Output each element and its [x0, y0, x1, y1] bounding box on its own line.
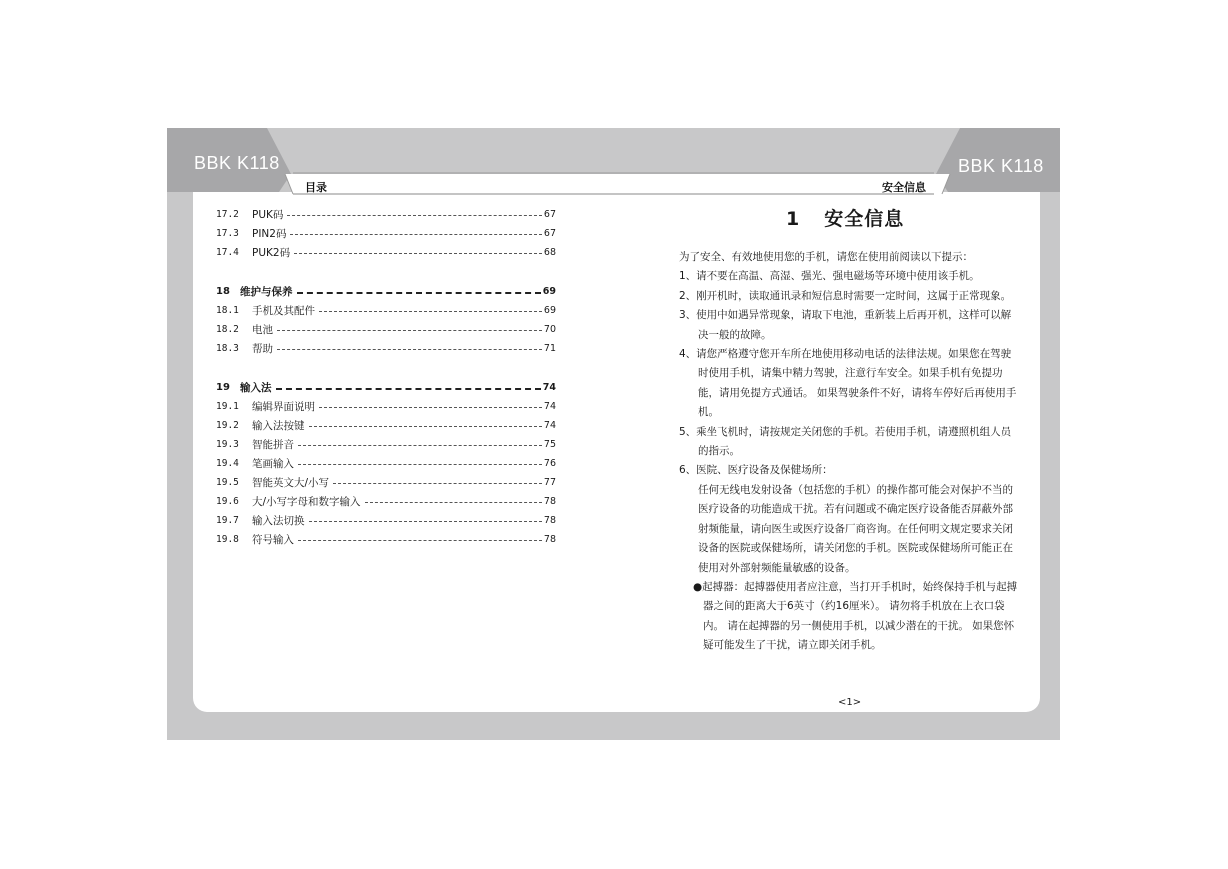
toc-row [216, 511, 556, 530]
toc-page: 68 [543, 247, 556, 258]
toc-leader [309, 426, 542, 427]
toc-leader [294, 253, 542, 254]
toc-row [216, 397, 556, 416]
brand-left: BBK K118 [194, 153, 280, 173]
list-item: 1、请不要在高温、高湿、强光、强电磁场等环境中使用该手机。 [679, 270, 980, 283]
toc-number: 18.1 [216, 305, 239, 316]
toc-title: 大/小写字母和数字输入 [252, 496, 361, 508]
page-number: <1> [838, 697, 862, 708]
toc-title: 输入法切换 [252, 515, 305, 527]
toc-chapter-row [216, 378, 556, 397]
item6-body: 任何无线电发射设备（包括您的手机）的操作都可能会对保护不当的医疗设备的功能造成干扰。若有问题或不确定医疗设备能否屏蔽外部射频能量，请向医生或医疗设备厂商咨询。在任何明文规定要求关闭设备的医院或保健场所，请关闭您的手机。医院或保健场所可能正在使用对外部射频能量敏感的设备。 [698, 483, 1013, 574]
toc-title: 手机及其配件 [252, 305, 315, 317]
toc-leader [298, 464, 542, 465]
toc-row [216, 492, 556, 511]
toc-gap [216, 262, 556, 282]
toc-leader [298, 540, 542, 541]
chapter-number: 1 [786, 208, 801, 230]
toc-row [216, 224, 556, 243]
toc-title: 编辑界面说明 [252, 401, 315, 413]
toc-number: 19.3 [216, 439, 239, 450]
toc-leader [297, 292, 541, 294]
toc-row [216, 454, 556, 473]
toc-page: 67 [543, 228, 556, 239]
toc-leader [309, 521, 542, 522]
section-label-left: 目录 [305, 181, 327, 194]
toc-page: 74 [543, 420, 556, 431]
toc-page: 78 [543, 496, 556, 507]
toc-row [216, 435, 556, 454]
toc-row [216, 339, 556, 358]
header-decoration [167, 128, 1060, 208]
toc-title: 笔画输入 [252, 458, 294, 470]
toc-title: 帮助 [252, 343, 273, 355]
chapter-title-text: 安全信息 [824, 208, 905, 230]
toc-page: 78 [543, 515, 556, 526]
header-strip [285, 174, 950, 194]
toc-page: 69 [542, 286, 556, 297]
toc-page: 69 [543, 305, 556, 316]
toc-leader [319, 311, 542, 312]
toc-row [216, 473, 556, 492]
toc-leader [276, 388, 541, 390]
toc-number: 19 [216, 382, 230, 393]
toc-leader [333, 483, 542, 484]
toc-leader [319, 407, 542, 408]
toc-number: 19.4 [216, 458, 239, 469]
section-label-right: 安全信息 [882, 181, 926, 194]
toc-number: 18.2 [216, 324, 239, 335]
toc-number: 19.7 [216, 515, 239, 526]
toc-title: 维护与保养 [240, 286, 293, 298]
intro-text: 为了安全、有效地使用您的手机，请您在使用前阅读以下提示： [679, 251, 973, 263]
toc-number: 17.3 [216, 228, 239, 239]
toc-page: 74 [542, 382, 556, 393]
safety-content [679, 248, 1019, 656]
table-of-contents [216, 205, 556, 549]
toc-title: 智能拼音 [252, 439, 294, 451]
toc-number: 17.2 [216, 209, 239, 220]
toc-page: 67 [543, 209, 556, 220]
toc-number: 18 [216, 286, 230, 297]
toc-row [216, 416, 556, 435]
toc-number: 19.1 [216, 401, 239, 412]
toc-number: 19.6 [216, 496, 239, 507]
toc-title: 输入法按键 [252, 420, 305, 432]
toc-row [216, 301, 556, 320]
toc-leader [290, 234, 541, 235]
toc-title: 输入法 [240, 382, 272, 394]
list-item: 4、请您严格遵守您开车所在地使用移动电话的法律法规。如果您在驾驶时使用手机，请集中精力驾驶，注意行车安全。如果手机有免提功能，请用免提方式通话。 如果驾驶条件不好，请将车停好后再使用手机。 [679, 348, 1017, 419]
pacemaker-note: ●起搏器：起搏器使用者应注意，当打开手机时，始终保持手机与起搏器之间的距离大于6英寸（约16厘米）。 请勿将手机放在上衣口袋内。 请在起搏器的另一侧使用手机，以减少潜在的干扰。 如果您怀疑可能发生了干扰，请立即关闭手机。 [693, 580, 1018, 652]
toc-page: 78 [543, 534, 556, 545]
toc-title: PIN2码 [252, 228, 287, 240]
toc-leader [365, 502, 542, 503]
toc-page: 76 [543, 458, 556, 469]
toc-number: 18.3 [216, 343, 239, 354]
toc-page: 77 [543, 477, 556, 488]
toc-row [216, 530, 556, 549]
toc-title: 智能英文大/小写 [252, 477, 330, 489]
toc-row [216, 320, 556, 339]
toc-page: 71 [543, 343, 556, 354]
toc-title: 电池 [252, 324, 273, 336]
toc-gap [216, 358, 556, 378]
toc-page: 70 [543, 324, 556, 335]
toc-row [216, 205, 556, 224]
toc-number: 17.4 [216, 247, 239, 258]
toc-number: 19.8 [216, 534, 239, 545]
chapter-title [786, 204, 904, 231]
list-item: 5、乘坐飞机时，请按规定关闭您的手机。若使用手机，请遵照机组人员的指示。 [679, 425, 1012, 458]
list-item: 6、医院、医疗设备及保健场所： [679, 464, 833, 477]
toc-number: 19.2 [216, 420, 239, 431]
toc-page: 74 [543, 401, 556, 412]
toc-number: 19.5 [216, 477, 239, 488]
list-item: 2、刚开机时，读取通讯录和短信息时需要一定时间，这属于正常现象。 [679, 289, 1012, 302]
toc-title: 符号输入 [252, 534, 294, 546]
toc-row [216, 243, 556, 262]
toc-leader [287, 215, 542, 216]
toc-page: 75 [543, 439, 556, 450]
toc-leader [277, 349, 542, 350]
toc-leader [298, 445, 542, 446]
toc-leader [277, 330, 542, 331]
toc-title: PUK2码 [252, 247, 291, 259]
toc-chapter-row [216, 282, 556, 301]
list-item: 3、使用中如遇异常现象，请取下电池，重新装上后再开机，这样可以解决一般的故障。 [679, 309, 1012, 341]
brand-right: BBK K118 [958, 156, 1044, 176]
toc-title: PUK码 [252, 209, 284, 221]
